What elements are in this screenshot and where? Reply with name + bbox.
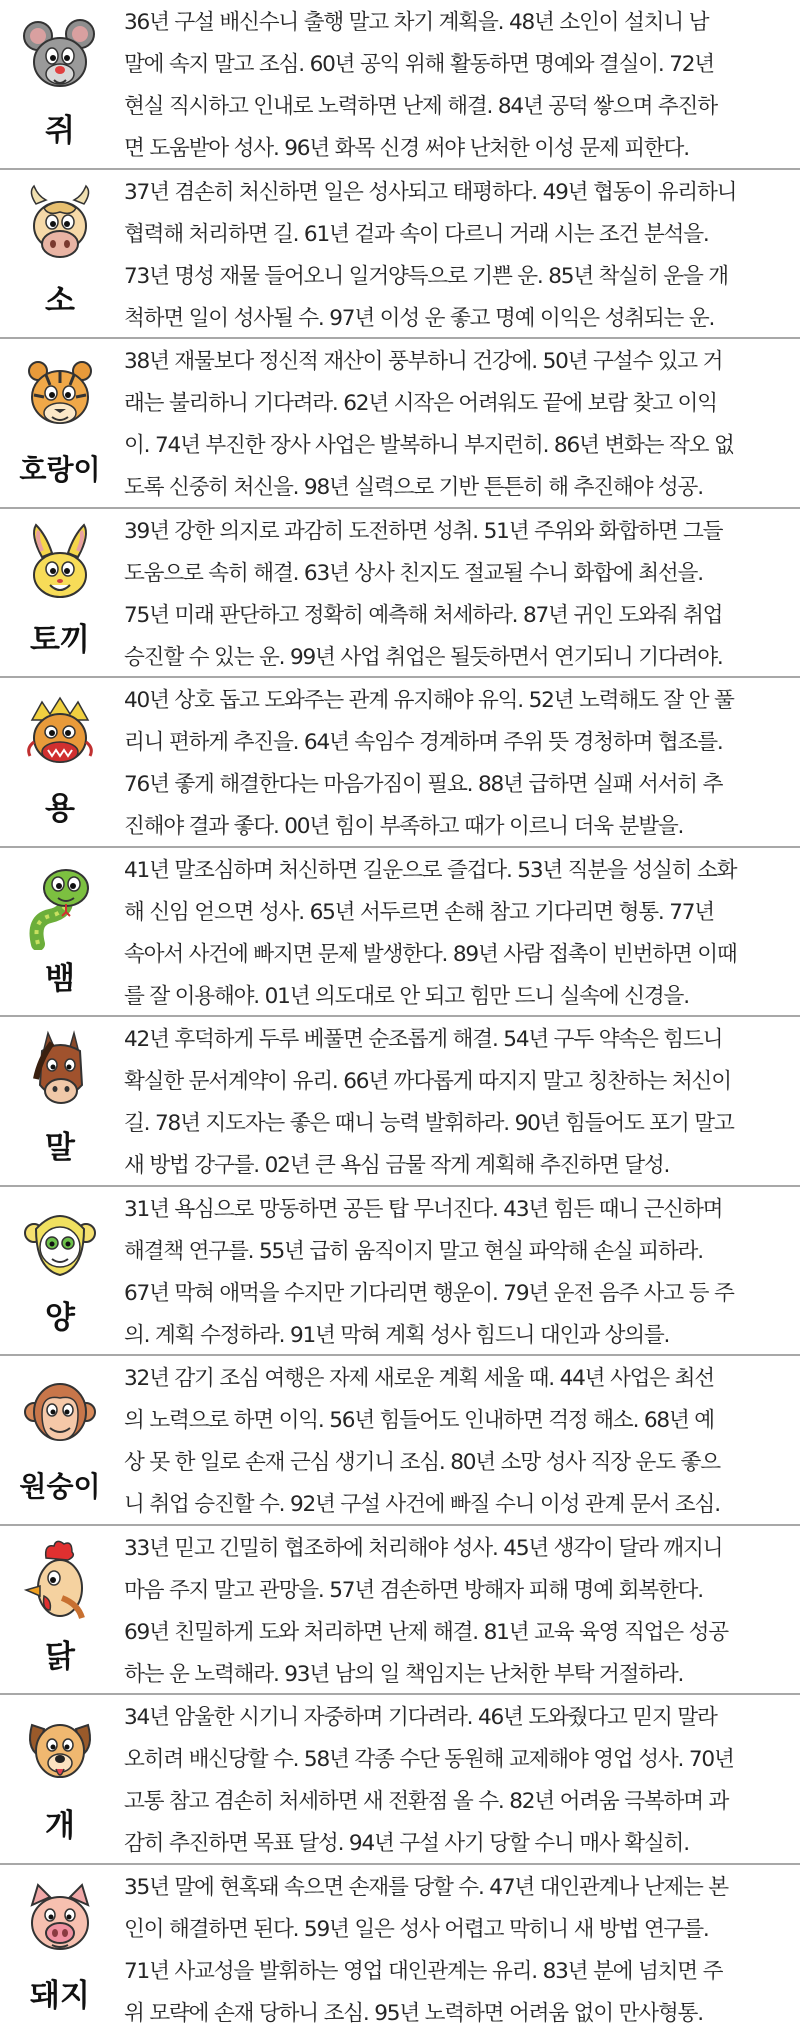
fortune-text [124, 1526, 790, 1695]
fortune-line: 협력해 처리하면 길. 61년 겉과 속이 다르니 거래 시는 조건 분석을. [124, 221, 709, 247]
fortune-line: 오히려 배신당할 수. 58년 각종 수단 동원해 교제해야 영업 성사. 70년 [124, 1747, 734, 1772]
zodiac-row [0, 1865, 800, 2035]
zodiac-name: 양 [45, 1299, 75, 1336]
fortune-line: 길. 78년 지도자는 좋은 때니 능력 발휘하라. 90년 힘들어도 포기 말고 [124, 1111, 734, 1136]
zodiac-name: 닭 [45, 1638, 75, 1675]
fortune-line: 33년 믿고 긴밀히 협조하에 처리해야 성사. 45년 생각이 달라 깨지니 [124, 1535, 723, 1561]
zodiac-label-column [0, 0, 120, 168]
fortune-text [124, 1187, 790, 1356]
fortune-line: 를 잘 이용해야. 01년 의도대로 안 되고 힘만 드니 실속에 신경을. [124, 983, 689, 1009]
fortune-line: 의 노력으로 하면 이익. 56년 힘들어도 인내하면 걱정 해소. 68년 예 [124, 1408, 714, 1433]
tiger-icon [22, 351, 98, 441]
zodiac-name: 원숭이 [19, 1470, 101, 1503]
zodiac-name: 쥐 [45, 113, 75, 149]
zodiac-name: 말 [45, 1130, 75, 1166]
fortune-line: 73년 명성 재물 들어오니 일거양득으로 기쁜 운. 85년 착실히 운을 개 [124, 263, 728, 289]
fortune-line: 새 방법 강구를. 02년 큰 욕심 금물 작게 계획해 추진하면 달성. [124, 1153, 670, 1178]
zodiac-label-column [0, 1187, 120, 1355]
zodiac-label-column [0, 1865, 120, 2035]
zodiac-name: 뱀 [45, 960, 75, 997]
fortune-line: 감히 추진하면 목표 달성. 94년 구설 사기 당할 수니 매사 확실히. [124, 1831, 689, 1856]
zodiac-label-column [0, 509, 120, 677]
fortune-text [124, 0, 790, 169]
fortune-line: 속아서 사건에 빠지면 문제 발생한다. 89년 사람 접촉이 빈번하면 이때 [124, 941, 737, 967]
fortune-line: 37년 겸손히 처신하면 일은 성사되고 태평하다. 49년 협동이 유리하니 [124, 179, 737, 205]
fortune-text [124, 509, 790, 678]
fortune-line: 면 도움받아 성사. 96년 화목 신경 써야 난처한 이성 문제 피한다. [124, 136, 689, 161]
zodiac-row [0, 0, 800, 170]
fortune-line: 의. 계획 수정하라. 91년 막혀 계획 성사 힘드니 대인과 상의를. [124, 1322, 670, 1348]
fortune-text [124, 848, 790, 1017]
horse-icon [22, 1029, 98, 1119]
fortune-line: 해결책 연구를. 55년 급히 움직이지 말고 현실 파악해 손실 피하라. [124, 1238, 703, 1264]
rat-icon [22, 12, 98, 102]
zodiac-label-column [0, 1356, 120, 1524]
zodiac-name: 호랑이 [19, 453, 101, 486]
fortune-line: 도록 신중히 처신을. 98년 실력으로 기반 튼튼히 해 추진해야 성공. [124, 475, 703, 500]
zodiac-label-column [0, 1017, 120, 1185]
fortune-line: 38년 재물보다 정신적 재산이 풍부하니 건강에. 50년 구설수 있고 거 [124, 349, 723, 374]
zodiac-name: 소 [45, 282, 75, 319]
fortune-line: 말에 속지 말고 조심. 60년 공익 위해 활동하면 명예와 결실이. 72년 [124, 52, 714, 77]
fortune-line: 42년 후덕하게 두루 베풀면 순조롭게 해결. 54년 구두 약속은 힘드니 [124, 1027, 723, 1052]
fortune-text [124, 1017, 790, 1186]
fortune-line: 하는 운 노력해라. 93년 남의 일 책임지는 난처한 부탁 거절하라. [124, 1661, 684, 1687]
fortune-line: 해 신임 얻으면 성사. 65년 서두르면 손해 참고 기다리면 형통. 77년 [124, 899, 714, 925]
fortune-text [124, 678, 790, 847]
fortune-line: 76년 좋게 해결한다는 마음가짐이 필요. 88년 급하면 실패 서서히 추 [124, 772, 723, 797]
fortune-line: 고통 참고 겸손히 처세하면 새 전환점 올 수. 82년 어려움 극복하며 과 [124, 1789, 729, 1814]
zodiac-row [0, 509, 800, 679]
fortune-line: 래는 불리하니 기다려라. 62년 시작은 어려워도 끝에 보람 찾고 이익 [124, 391, 717, 416]
fortune-line: 31년 욕심으로 망동하면 공든 탑 무너진다. 43년 힘든 때니 근신하며 [124, 1196, 723, 1222]
fortune-line: 위 모략에 손재 당하니 조심. 95년 노력하면 어려움 없이 만사형통. [124, 2000, 703, 2026]
sheep-icon [22, 1199, 98, 1289]
dog-icon [22, 1707, 98, 1797]
fortune-line: 39년 강한 의지로 과감히 도전하면 성취. 51년 주위와 화합하면 그들 [124, 518, 723, 544]
monkey-icon [22, 1368, 98, 1458]
ox-icon [22, 182, 98, 272]
fortune-line: 35년 말에 현혹돼 속으면 손재를 당할 수. 47년 대인관계나 난제는 본 [124, 1874, 728, 1900]
zodiac-label-column [0, 1526, 120, 1694]
fortune-line: 32년 감기 조심 여행은 자제 새로운 계획 세울 때. 44년 사업은 최선 [124, 1366, 714, 1391]
zodiac-row [0, 1356, 800, 1526]
zodiac-label-column [0, 848, 120, 1016]
fortune-line: 인이 해결하면 된다. 59년 일은 성사 어렵고 막히니 새 방법 연구를. [124, 1916, 709, 1942]
snake-icon [22, 860, 98, 950]
fortune-line: 도움으로 속히 해결. 63년 상사 친지도 절교될 수니 화합에 최선을. [124, 560, 703, 586]
zodiac-label-column [0, 1695, 120, 1863]
zodiac-row [0, 1017, 800, 1187]
fortune-line: 36년 구설 배신수니 출행 말고 차기 계획을. 48년 소인이 설치니 남 [124, 10, 709, 35]
zodiac-row [0, 170, 800, 340]
rooster-icon [22, 1538, 98, 1628]
zodiac-row [0, 678, 800, 848]
fortune-line: 67년 막혀 애먹을 수지만 기다리면 행운이. 79년 운전 음주 사고 등 주 [124, 1280, 734, 1306]
fortune-line: 41년 말조심하며 처신하면 길운으로 즐겁다. 53년 직분을 성실히 소화 [124, 857, 737, 883]
fortune-text [124, 1356, 790, 1525]
fortune-line: 척하면 일이 성사될 수. 97년 이성 운 좋고 명예 이익은 성취되는 운. [124, 305, 715, 331]
zodiac-name: 토끼 [30, 621, 90, 658]
fortune-text [124, 1865, 790, 2034]
fortune-text [124, 339, 790, 508]
fortune-line: 71년 사교성을 발휘하는 영업 대인관계는 유리. 83년 분에 넘치면 주 [124, 1958, 723, 1984]
fortune-line: 니 취업 승진할 수. 92년 구설 사건에 빠질 수니 이성 관계 문서 조심. [124, 1492, 720, 1517]
zodiac-label-column [0, 339, 120, 507]
fortune-line: 현실 직시하고 인내로 노력하면 난제 해결. 84년 공덕 쌓으며 추진하 [124, 94, 717, 119]
fortune-text [124, 1695, 790, 1864]
fortune-line: 확실한 문서계약이 유리. 66년 까다롭게 따지지 말고 칭찬하는 처신이 [124, 1069, 731, 1094]
fortune-line: 34년 암울한 시기니 자중하며 기다려라. 46년 도와줬다고 믿지 말라 [124, 1705, 717, 1730]
fortune-line: 69년 친밀하게 도와 처리하면 난제 해결. 81년 교육 육영 직업은 성공 [124, 1619, 728, 1645]
zodiac-row [0, 1526, 800, 1696]
fortune-line: 상 못 한 일로 손재 근심 생기니 조심. 80년 소망 성사 직장 운도 좋으 [124, 1450, 720, 1475]
fortune-line: 마음 주지 말고 관망을. 57년 겸손하면 방해자 피해 명예 회복한다. [124, 1577, 703, 1603]
fortune-line: 40년 상호 돕고 도와주는 관계 유지해야 유익. 52년 노력해도 잘 안 풀 [124, 688, 734, 713]
fortune-line: 진해야 결과 좋다. 00년 힘이 부족하고 때가 이르니 더욱 분발을. [124, 814, 684, 839]
zodiac-row [0, 1695, 800, 1865]
zodiac-name: 용 [45, 791, 75, 827]
rabbit-icon [22, 521, 98, 611]
dragon-icon [22, 690, 98, 780]
pig-icon [22, 1877, 98, 1967]
fortune-text [124, 170, 790, 339]
zodiac-row [0, 848, 800, 1018]
zodiac-name: 돼지 [30, 1977, 90, 2014]
zodiac-row [0, 339, 800, 509]
fortune-line: 이. 74년 부진한 장사 사업은 발복하니 부지런히. 86년 변화는 작오 없 [124, 433, 734, 458]
zodiac-label-column [0, 170, 120, 338]
fortune-line: 승진할 수 있는 운. 99년 사업 취업은 될듯하면서 연기되니 기다려야. [124, 644, 723, 670]
zodiac-name: 개 [45, 1808, 75, 1844]
fortune-line: 리니 편하게 추진을. 64년 속임수 경계하며 주위 뜻 경청하며 협조를. [124, 730, 723, 755]
fortune-line: 75년 미래 판단하고 정확히 예측해 처세하라. 87년 귀인 도와줘 취업 [124, 602, 723, 628]
zodiac-label-column [0, 678, 120, 846]
zodiac-row [0, 1187, 800, 1357]
